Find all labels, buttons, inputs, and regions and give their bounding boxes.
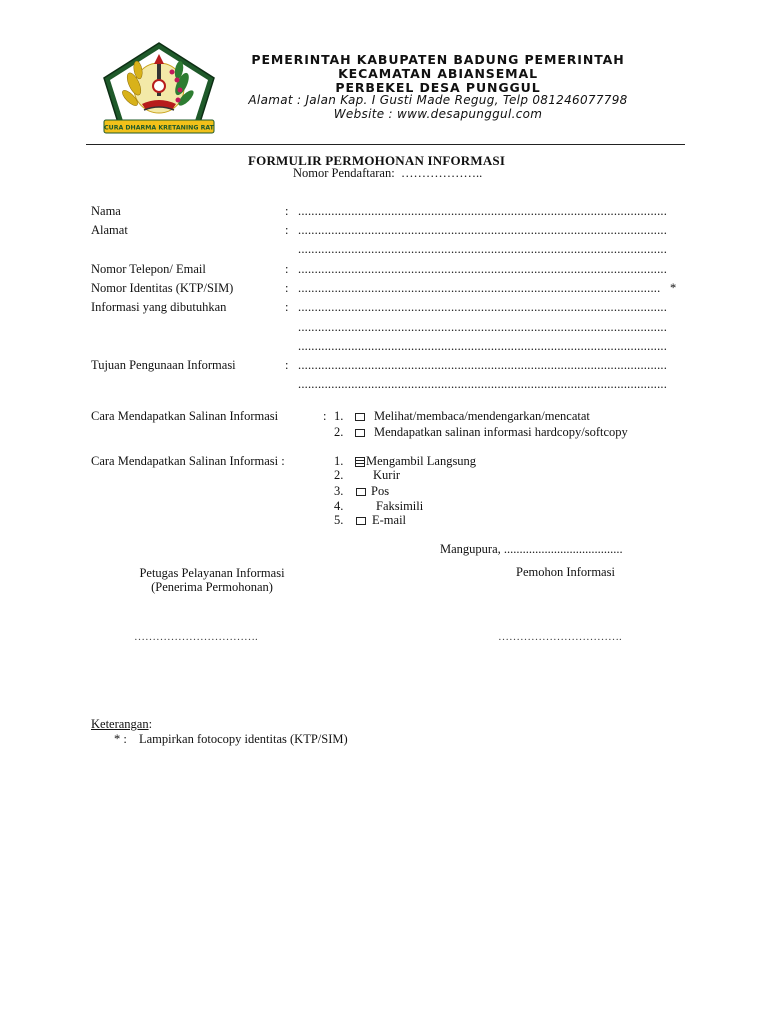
officer-sublabel: (Penerima Permohonan) [151,580,273,594]
delivery-option-4-text: Faksimili [376,499,424,513]
purpose-input-line-1[interactable]: ............................................................................................................... [298,358,668,372]
field-colon: : [285,281,289,295]
village-logo [100,40,218,138]
notes-heading [91,717,152,732]
identity-required-marker: * [670,281,677,295]
copy-option-1-number: 1. [334,409,344,423]
copy-option-2-number: 2. [334,425,344,439]
delivery-option-1-checkbox[interactable] [355,457,365,467]
delivery-option-1-text: Mengambil Langsung [366,454,477,468]
applicant-signature-line[interactable]: ……………………………. [498,631,622,643]
information-input-line-2[interactable]: ............................................................................................................... [298,320,668,334]
place-date: Mangupura, ...................................... [440,542,623,556]
delivery-option-3-text: Pos [371,484,390,498]
information-input-line-1[interactable]: ............................................................................................................... [298,300,668,314]
header-address: Alamat : Jalan Kap. I Gusti Made Regug, Telp 081246077798 [248,93,628,107]
field-label-phone-email: Nomor Telepon/ Email [91,262,206,276]
delivery-option-5-number: 5. [334,513,344,527]
identity-input-line[interactable]: ............................................................................................................. [298,281,661,295]
delivery-option-3-number: 3. [334,484,344,498]
copy-method-colon: : [323,409,327,423]
form-title: FORMULIR PERMOHONAN INFORMASI [248,153,506,168]
delivery-option-5-text: E-mail [372,513,407,527]
information-input-line-3[interactable]: ............................................................................................................... [298,339,668,353]
field-label-information-needed: Informasi yang dibutuhkan [91,300,227,314]
copy-option-1-checkbox[interactable] [355,413,365,421]
field-label-purpose: Tujuan Pengunaan Informasi [91,358,236,372]
field-colon: : [285,358,289,372]
notes-colon: : [148,717,153,731]
registration-label: Nomor Pendaftaran: [293,166,395,180]
logo-motto: CURA DHARMA KRETANING RAT [104,124,214,132]
field-colon: : [285,223,289,237]
notes-title: Keterangan [91,717,149,731]
purpose-input-line-2[interactable]: ............................................................................................................... [298,377,668,391]
delivery-option-2-text: Kurir [373,468,401,482]
applicant-label: Pemohon Informasi [516,565,615,579]
header-district: KECAMATAN ABIANSEMAL [338,66,538,81]
delivery-option-2-number: 2. [334,468,344,482]
delivery-option-1-number: 1. [334,454,344,468]
registration-value: ……………….. [400,166,483,180]
officer-label: Petugas Pelayanan Informasi [139,566,285,580]
delivery-option-5-checkbox[interactable] [356,517,366,525]
copy-option-1-text: Melihat/membaca/mendengarkan/mencatat [374,409,590,423]
header-divider [86,144,685,145]
registration-number [293,166,482,181]
copy-option-2-text: Mendapatkan salinan informasi hardcopy/softcopy [374,425,628,439]
field-colon: : [285,204,289,218]
delivery-method-label: Cara Mendapatkan Salinan Informasi : [91,454,285,468]
delivery-option-4-number: 4. [334,499,344,513]
header-government: PEMERINTAH KABUPATEN BADUNG PEMERINTAH [251,52,625,67]
field-colon: : [285,300,289,314]
header-village-head: PERBEKEL DESA PUNGGUL [335,80,541,95]
header-website: Website : www.desapunggul.com [333,107,543,121]
address-input-line-2[interactable]: ............................................................................................................... [298,242,668,256]
address-input-line-1[interactable]: ............................................................................................................... [298,223,668,237]
name-input-line[interactable]: ............................................................................................................... [298,204,668,218]
delivery-option-3-checkbox[interactable] [356,488,366,496]
note-marker: * : [114,732,127,746]
field-colon: : [285,262,289,276]
copy-option-2-checkbox[interactable] [355,429,365,437]
field-label-name: Nama [91,204,121,218]
note-text: Lampirkan fotocopy identitas (KTP/SIM) [139,732,348,746]
copy-method-label: Cara Mendapatkan Salinan Informasi [91,409,279,423]
phone-email-input-line[interactable]: ............................................................................................................... [298,262,668,276]
officer-signature-line[interactable]: ……………………………. [134,631,258,643]
field-label-address: Alamat [91,223,128,237]
field-label-identity: Nomor Identitas (KTP/SIM) [91,281,234,295]
